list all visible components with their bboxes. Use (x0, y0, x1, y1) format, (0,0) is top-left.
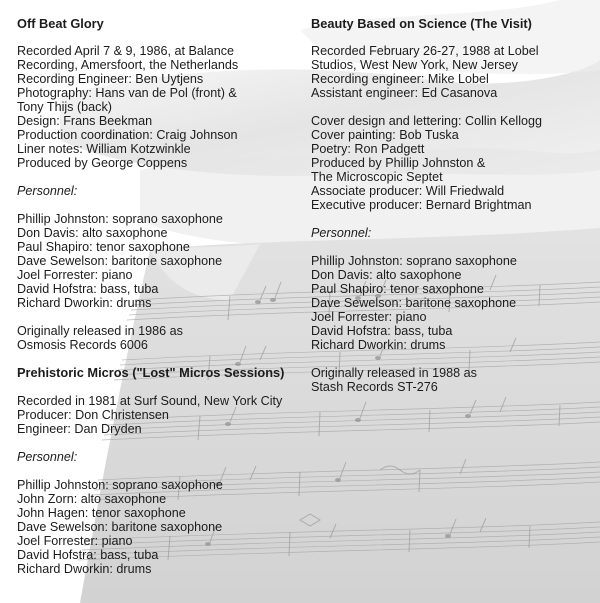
credit-line: Design: Frans Beekman (17, 114, 153, 128)
credit-line: Recorded in 1981 at Surf Sound, New York City (17, 394, 283, 408)
release-line: Osmosis Records 6006 (17, 338, 148, 352)
credit-line: Production coordination: Craig Johnson (17, 128, 238, 142)
personnel-line: David Hofstra: bass, tuba (17, 282, 159, 296)
credit-line: Studios, West New York, New Jersey (311, 58, 518, 72)
album-title-beauty-based-on-science: Beauty Based on Science (The Visit) (311, 16, 532, 31)
credit-line: Recorded February 26-27, 1988 at Lobel (311, 44, 539, 58)
personnel-line: Dave Sewelson: baritone saxophone (17, 520, 223, 534)
credit-line: Photography: Hans van de Pol (front) & (17, 86, 237, 100)
personnel-line: Paul Shapiro: tenor saxophone (17, 240, 190, 254)
credit-line: The Microscopic Septet (311, 170, 443, 184)
personnel-line: Dave Sewelson: baritone saxophone (17, 254, 223, 268)
credit-line: Producer: Don Christensen (17, 408, 169, 422)
personnel-line: Joel Forrester: piano (17, 268, 133, 282)
personnel-line: Richard Dworkin: drums (311, 338, 446, 352)
personnel-label: Personnel: (311, 226, 372, 240)
personnel-line: Phillip Johnston: soprano saxophone (17, 478, 223, 492)
personnel-label: Personnel: (17, 450, 78, 464)
personnel-line: Joel Forrester: piano (17, 534, 133, 548)
credit-line: Produced by Phillip Johnston & (311, 156, 486, 170)
personnel-line: David Hofstra: bass, tuba (311, 324, 453, 338)
personnel-line: John Hagen: tenor saxophone (17, 506, 186, 520)
personnel-line: Phillip Johnston: soprano saxophone (17, 212, 223, 226)
album-title-prehistoric-micros: Prehistoric Micros ("Lost" Micros Sessions) (17, 365, 285, 380)
personnel-line: Richard Dworkin: drums (17, 296, 152, 310)
credit-line: Cover painting: Bob Tuska (311, 128, 459, 142)
personnel-line: John Zorn: alto saxophone (17, 492, 167, 506)
personnel-label: Personnel: (17, 184, 78, 198)
personnel-line: Richard Dworkin: drums (17, 562, 152, 576)
credit-line: Tony Thijs (back) (17, 100, 112, 114)
credit-line: Produced by George Coppens (17, 156, 188, 170)
release-line: Originally released in 1986 as (17, 324, 183, 338)
personnel-line: Dave Sewelson: baritone saxophone (311, 296, 517, 310)
credit-line: Recording engineer: Mike Lobel (311, 72, 489, 86)
personnel-line: David Hofstra: bass, tuba (17, 548, 159, 562)
album-title-off-beat-glory: Off Beat Glory (17, 16, 104, 31)
credit-line: Assistant engineer: Ed Casanova (311, 86, 498, 100)
credit-line: Cover design and lettering: Collin Kellogg (311, 114, 543, 128)
personnel-line: Don Davis: alto saxophone (311, 268, 462, 282)
credit-line: Engineer: Dan Dryden (17, 422, 142, 436)
credit-line: Recording Engineer: Ben Uytjens (17, 72, 204, 86)
personnel-line: Phillip Johnston: soprano saxophone (311, 254, 517, 268)
credit-line: Liner notes: William Kotzwinkle (17, 142, 191, 156)
personnel-line: Don Davis: alto saxophone (17, 226, 168, 240)
release-line: Stash Records ST-276 (311, 380, 438, 394)
release-line: Originally released in 1988 as (311, 366, 477, 380)
credit-line: Recording, Amersfoort, the Netherlands (17, 58, 239, 72)
credit-line: Recorded April 7 & 9, 1986, at Balance (17, 44, 235, 58)
credit-line: Poetry: Ron Padgett (311, 142, 425, 156)
credit-line: Executive producer: Bernard Brightman (311, 198, 532, 212)
personnel-line: Paul Shapiro: tenor saxophone (311, 282, 484, 296)
personnel-line: Joel Forrester: piano (311, 310, 427, 324)
credit-line: Associate producer: Will Friedwald (311, 184, 505, 198)
